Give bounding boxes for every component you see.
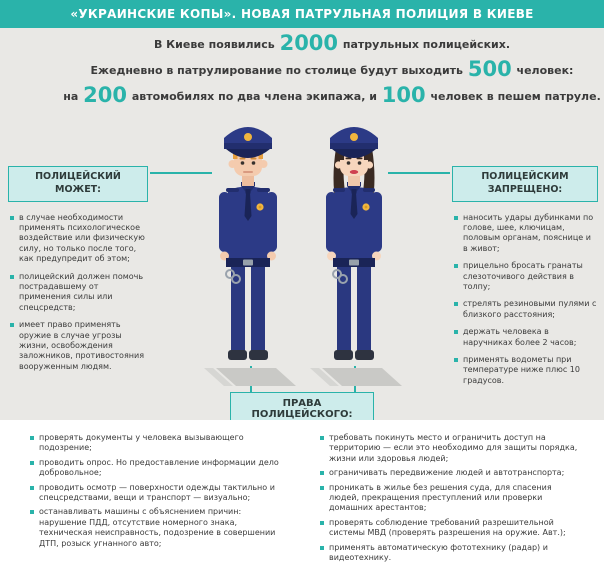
list-item: останавливать машины с объяснением причин: нарушение ПДД, отсутствие номерного знака, техническая неисправность, подозрение в совершении ДТП, розыск угнанного авто; xyxy=(29,507,291,549)
list-item: проникать в жилье без решения суда, для спасения людей, прекращения преступлений или проверки домашних арестантов; xyxy=(319,483,581,514)
list-item: применять водометы при температуре ниже плюс 10 градусов. xyxy=(453,355,597,386)
police-rights-left-list xyxy=(28,433,292,549)
stat-200: 200 xyxy=(83,83,127,107)
list-item: держать человека в наручниках более 2 часов; xyxy=(453,327,597,348)
list-item: прицельно бросать гранаты слезоточивого действия в толпу; xyxy=(453,261,597,292)
list-item: наносить удары дубинками по голове, шее, ключицам, половым органам, пояснице и в живот; xyxy=(453,213,597,255)
female-officer-svg xyxy=(304,110,406,396)
panel-police-may-title: ПОЛИЦЕЙСКИЙ МОЖЕТ: xyxy=(8,166,148,202)
intro-text: человек: xyxy=(516,64,574,77)
stat-2000: 2000 xyxy=(279,31,339,55)
panel-police-rights-title: ПРАВА ПОЛИЦЕЙСКОГО: xyxy=(230,392,374,426)
page-title: «УКРАИНСКИЕ КОПЫ». НОВАЯ ПАТРУЛЬНАЯ ПОЛИЦИЯ В КИЕВЕ xyxy=(0,0,604,28)
list-item: требовать покинуть место и ограничить доступ на территорию — если это необходимо для защиты порядка, жизни или здоровья людей; xyxy=(319,433,581,464)
police-rights-right-column xyxy=(318,433,582,562)
intro-line-2 xyxy=(62,57,602,83)
stat-100: 100 xyxy=(381,83,426,107)
intro-text: патрульных полицейских. xyxy=(342,38,511,51)
police-rights-left-column xyxy=(28,433,292,551)
list-item: проводить осмотр — поверхности одежды тактильно и спецсредствами, вещи и транспорт — визуально; xyxy=(29,483,291,504)
female-police-officer-illustration xyxy=(304,110,406,396)
intro-line-1 xyxy=(62,31,602,57)
list-item: полицейский должен помочь пострадавшему от применения силы или спецсредств; xyxy=(9,272,147,314)
list-item: проверять соблюдение требований разрешительной системы МВД (проверять разрешения на оружие. Авт.); xyxy=(319,518,581,539)
panel-police-may-list xyxy=(8,213,148,372)
panel-police-forbidden xyxy=(452,166,598,393)
panel-police-forbidden-title: ПОЛИЦЕЙСКИМ ЗАПРЕЩЕНО: xyxy=(452,166,598,202)
male-officer-svg xyxy=(198,110,300,396)
police-rights-right-list xyxy=(318,433,582,563)
list-item: имеет право применять оружие в случае угрозы жизни, освобождения заложников, противостояния вооруженным людям. xyxy=(9,320,147,372)
list-item: в случае необходимости применять психологическое воздействие или физическую силу, но только после того, как предупредит об этом; xyxy=(9,213,147,265)
male-police-officer-illustration xyxy=(198,110,300,396)
stat-500: 500 xyxy=(467,57,512,81)
list-item: проверять документы у человека вызывающего подозрение; xyxy=(29,433,291,454)
police-rights-section xyxy=(0,420,604,562)
intro-text: Ежедневно в патрулирование по столице будут выходить xyxy=(90,64,463,77)
intro-line-3 xyxy=(62,83,602,109)
list-item: ограничивать передвижение людей и автотранспорта; xyxy=(319,468,581,478)
intro-stats xyxy=(62,31,602,109)
intro-text: человек в пешем патруле. xyxy=(430,90,601,103)
intro-text: на xyxy=(63,90,79,103)
panel-police-forbidden-list xyxy=(452,213,598,386)
list-item: применять автоматическую фототехнику (радар) и видеотехнику. xyxy=(319,543,581,563)
intro-text: В Киеве появились xyxy=(153,38,275,51)
intro-text: автомобилях по два члена экипажа, и xyxy=(131,90,377,103)
list-item: стрелять резиновыми пулями с близкого расстояния; xyxy=(453,299,597,320)
panel-police-may xyxy=(8,166,148,379)
list-item: проводить опрос. Но предоставление информации дело добровольное; xyxy=(29,458,291,479)
